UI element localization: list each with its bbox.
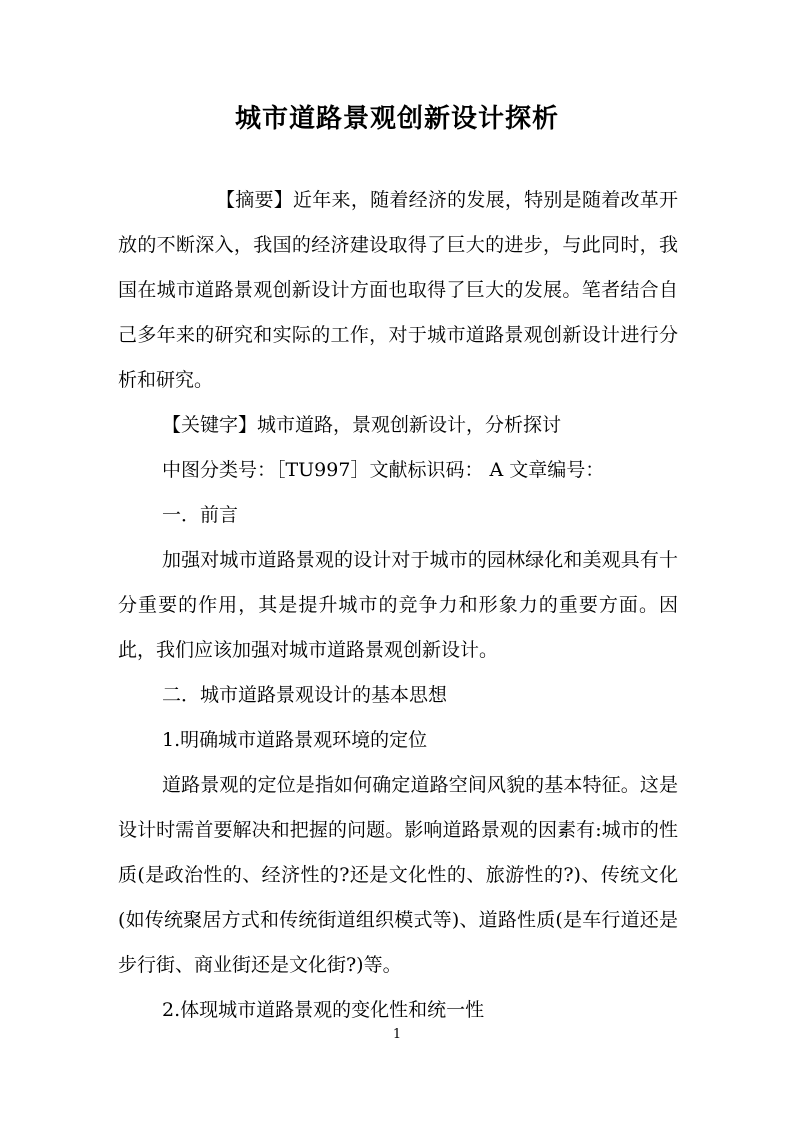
document-title: 城市道路景观创新设计探析 — [234, 104, 559, 134]
abstract-paragraph: 【摘要】近年来，随着经济的发展，特别是随着改革开放的不断深入，我国的经济建设取得了巨大的进步，与此同时，我国在城市道路景观创新设计方面也取得了巨大的发展。笔者结合自己多年来的研究和实际的工作，对于城市道路景观创新设计进行分析和研究。 — [118, 189, 678, 391]
subsection-heading-variation-unity: 2.体现城市道路景观的变化性和统一性 — [162, 999, 485, 1021]
section-heading-basic-ideas: 二．城市道路景观设计的基本思想 — [162, 684, 448, 706]
section-heading-preface: 一．前言 — [162, 504, 239, 526]
subsection-heading-positioning: 1.明确城市道路景观环境的定位 — [162, 729, 428, 751]
document-body — [118, 178, 678, 1033]
positioning-paragraph: 道路景观的定位是指如何确定道路空间风貌的基本特征。这是设计时需首要解决和把握的问题。影响道路景观的因素有:城市的性质(是政治性的、经济性的?还是文化性的、旅游性的?)、传统文化(如传统聚居方式和传统街道组织模式等)、道路性质(是车行道还是步行街、商业街还是文化街?)等。 — [118, 774, 678, 976]
page-number: 1 — [392, 1027, 402, 1042]
preface-paragraph: 加强对城市道路景观的设计对于城市的园林绿化和美观具有十分重要的作用，其是提升城市的竞争力和形象力的重要方面。因此，我们应该加强对城市道路景观创新设计。 — [118, 549, 678, 661]
keywords-line: 【关键字】城市道路，景观创新设计，分析探讨 — [162, 414, 562, 436]
classification-line: 中图分类号：［TU997］文献标识码： A 文章编号： — [162, 459, 605, 481]
